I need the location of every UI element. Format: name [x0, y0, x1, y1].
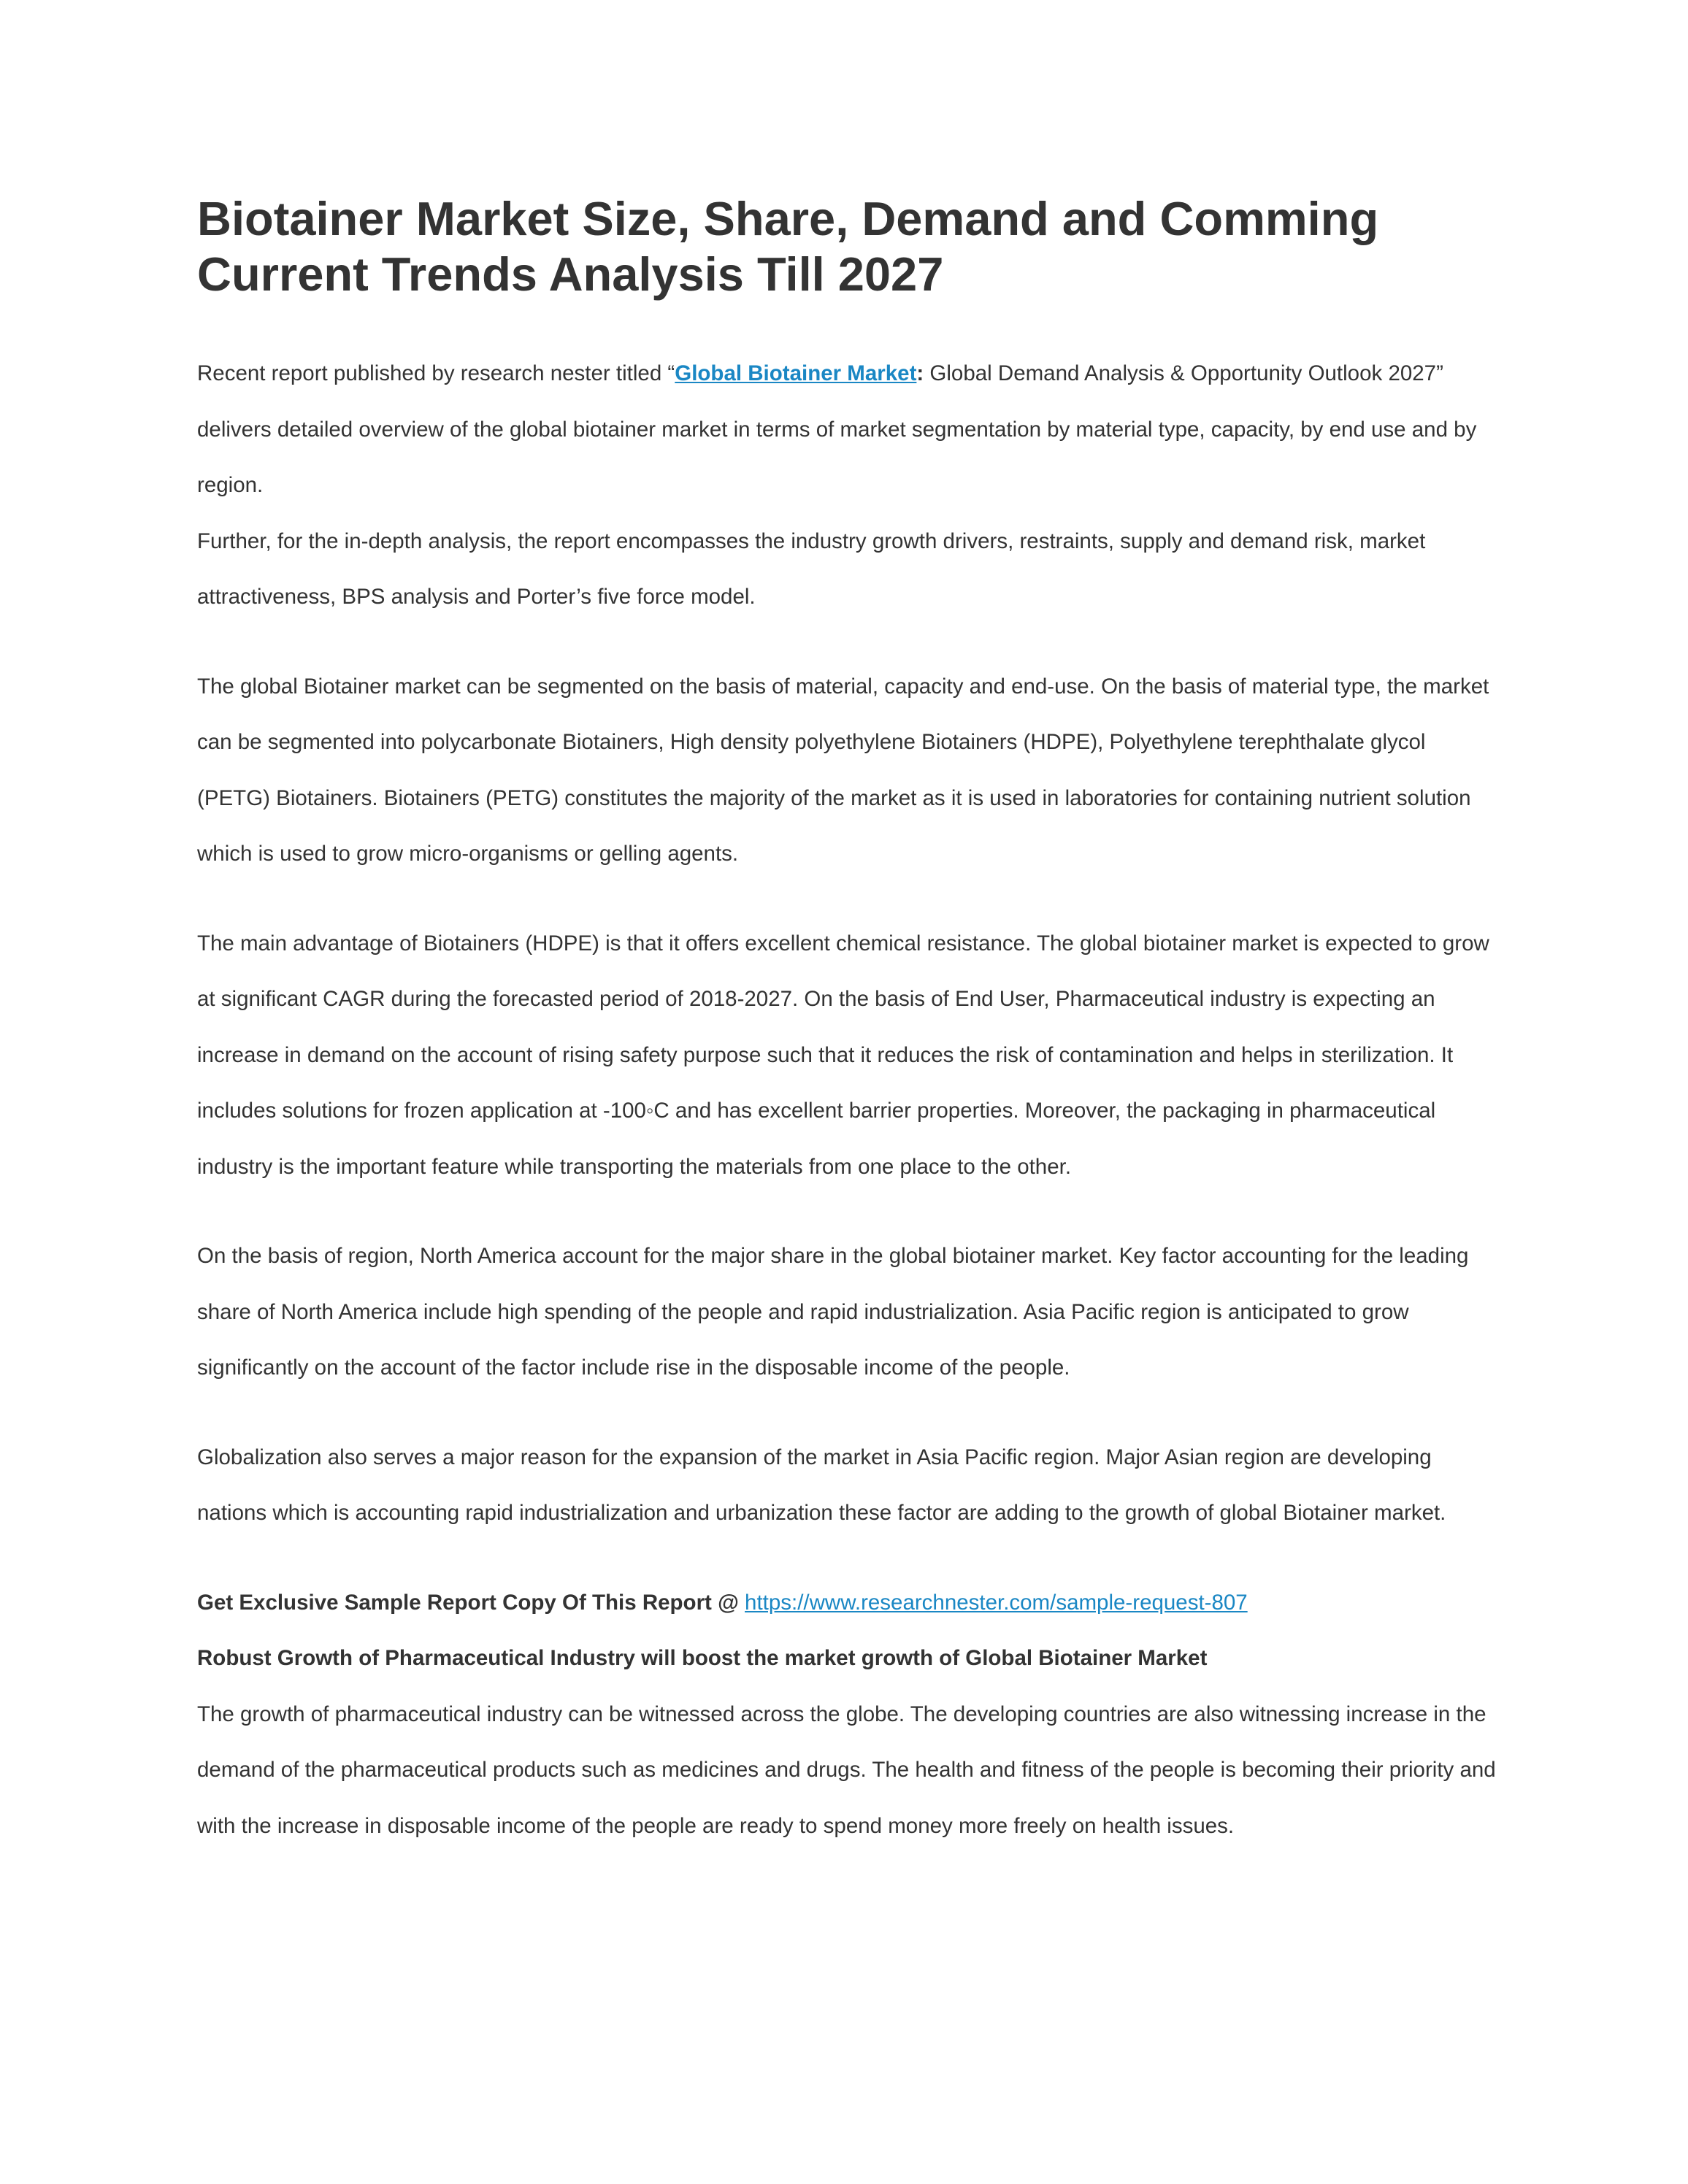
- intro-paragraph: [197, 346, 1497, 514]
- globalization-paragraph: Globalization also serves a major reason for the expansion of the market in Asia Pacific region. Major Asian region are developing nations which is accounting rapid industrialization and urbanization these factor are adding to the growth of global Biotainer market.: [197, 1445, 1446, 1525]
- region-paragraph: On the basis of region, North America account for the major share in the global biotainer market. Key factor accounting for the leading share of North America include high spending of the people and rapid industrialization. Asia Pacific region is anticipated to grow significantly on the account of the factor include rise in the disposable income of the people.: [197, 1244, 1469, 1380]
- page-title: Biotainer Market Size, Share, Demand and Comming Current Trends Analysis Till 2027: [197, 192, 1379, 301]
- further-paragraph: Further, for the in-depth analysis, the report encompasses the industry growth drivers, restraints, supply and demand risk, market attractiveness, BPS analysis and Porter’s five force model.: [197, 528, 1426, 609]
- section-subheading-text: Robust Growth of Pharmaceutical Industry will boost the market growth of Global Biotainer Market: [197, 1646, 1208, 1670]
- intro-colon: :: [916, 361, 924, 385]
- sample-request-label: Get Exclusive Sample Report Copy Of This Report @: [197, 1590, 745, 1615]
- sample-request-line: [197, 1575, 1497, 1631]
- intro-text-start: Recent report published by research nester titled “: [197, 361, 675, 385]
- section-subheading: [197, 1631, 1497, 1687]
- sample-request-link[interactable]: https://www.researchnester.com/sample-request-807: [745, 1590, 1248, 1615]
- segmentation-paragraph: The global Biotainer market can be segmented on the basis of material, capacity and end-use. On the basis of material type, the market can be segmented into polycarbonate Biotainers, High density polyethylene Biotainers (HDPE), Polyethylene terephthalate glycol (PETG) Biotainers. Biotainers (PETG) constitutes the majority of the market as it is used in laboratories for containing nutrient solution which is used to grow micro-organisms or gelling agents.: [197, 674, 1489, 866]
- intro-text-end: Global Demand Analysis & Opportunity Outlook 2027” delivers detailed overview of the global biotainer market in terms of market segmentation by material type, capacity, by end use and by region.: [197, 361, 1477, 497]
- document-body: [197, 191, 1497, 1854]
- hdpe-paragraph: The main advantage of Biotainers (HDPE) is that it offers excellent chemical resistance. The global biotainer market is expected to grow at significant CAGR during the forecasted period of 2018-2027. On the basis of End User, Pharmaceutical industry is expecting an increase in demand on the account of rising safety purpose such that it reduces the risk of contamination and helps in sterilization. It includes solutions for frozen application at -100◦C and has excellent barrier properties. Moreover, the packaging in pharmaceutical industry is the important feature while transporting the materials from one place to the other.: [197, 931, 1489, 1179]
- global-biotainer-market-link[interactable]: Global Biotainer Market: [675, 361, 917, 385]
- growth-paragraph: The growth of pharmaceutical industry can be witnessed across the globe. The developing countries are also witnessing increase in the demand of the pharmaceutical products such as medicines and drugs. The health and fitness of the people is becoming their priority and with the increase in disposable income of the people are ready to spend money more freely on health issues.: [197, 1702, 1496, 1838]
